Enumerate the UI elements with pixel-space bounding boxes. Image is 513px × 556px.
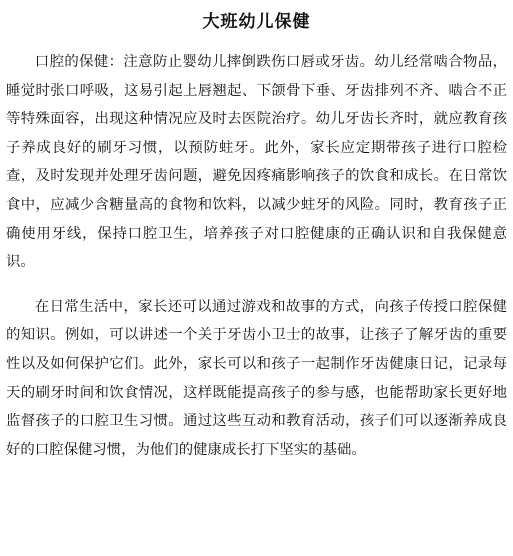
paragraph-daily-life: 在日常生活中，家长还可以通过游戏和故事的方式，向孩子传授口腔保健的知识。例如，可以讲述一个关于牙齿小卫士的故事，让孩子了解牙齿的重要性以及如何保护它们。此外，家长可以和孩子一起制作牙齿健康日记，记录每天的刷牙时间和饮食情况，这样既能提高孩子的参与感，也能帮助家长更好地监督孩子的口腔卫生习惯。通过这些互动和教育活动，孩子们可以逐渐养成良好的口腔保健习惯，为他们的健康成长打下坚实的基础。 [6, 298, 507, 458]
paragraph-oral-care: 口腔的保健：注意防止婴幼儿摔倒跌伤口唇或牙齿。幼儿经常啮合物品，睡觉时张口呼吸，这易引起上唇翘起、下颌骨下垂、牙齿排列不齐、啮合不正等特殊面容，出现这种情况应及时去医院治疗。幼儿牙齿长齐时，就应教育孩子养成良好的刷牙习惯，以预防蛀牙。此外，家长应定期带孩子进行口腔检查，及时发现并处理牙齿问题，避免因疼痛影响孩子的饮食和成长。在日常饮食中，应减少含糖量高的食物和饮料，以减少蛀牙的风险。同时，教育孩子正确使用牙线，保持口腔卫生，培养孩子对口腔健康的正确认识和自我保健意识。 [6, 54, 507, 271]
document-title: 大班幼儿保健 [202, 12, 311, 32]
